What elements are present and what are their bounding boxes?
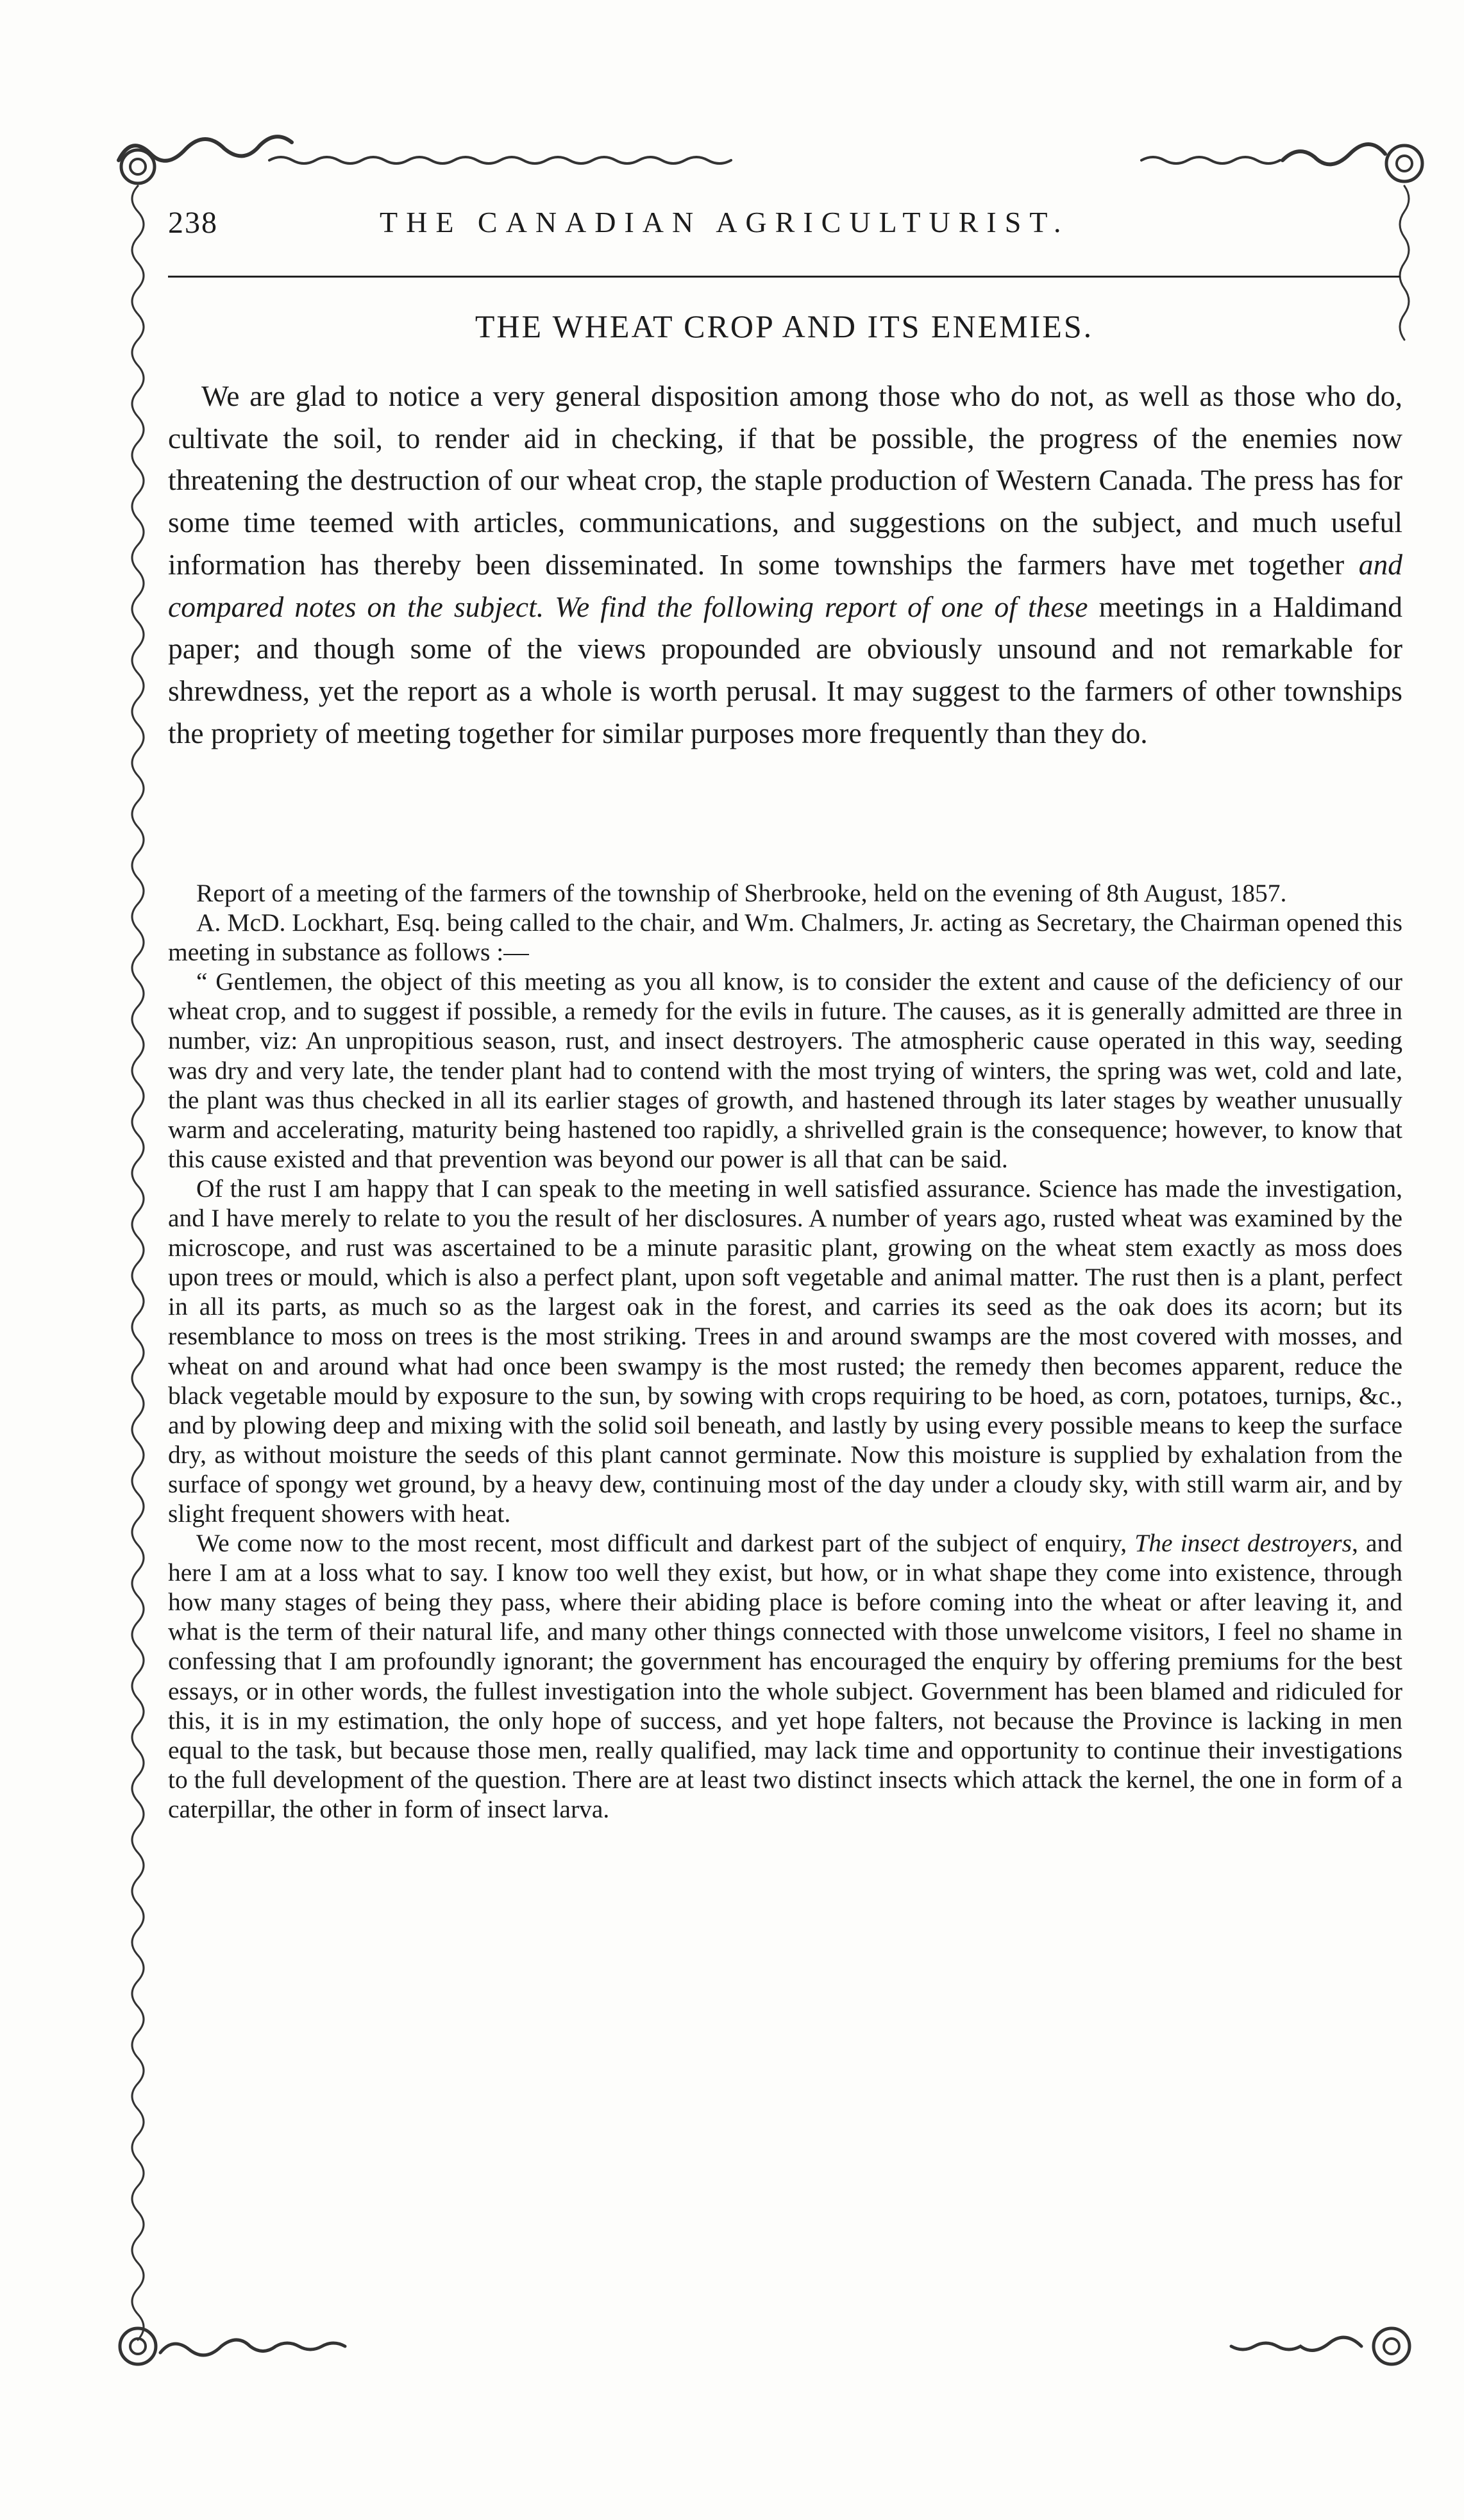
page-number: 238 bbox=[168, 206, 218, 240]
top-vine-left bbox=[269, 157, 731, 163]
corner-rosette-top-right bbox=[1386, 146, 1422, 181]
report-heading: Report of a meeting of the farmers of the township of Sherbrooke, held on the evening of 8th August, 1857. bbox=[196, 879, 1287, 907]
chair-paragraph: A. McD. Lockhart, Esq. being called to the chair, and Wm. Chalmers, Jr. acting as Secretary, the Chairman opened this meeting in substance as follows :— bbox=[168, 908, 1402, 967]
article-title: THE WHEAT CROP AND ITS ENEMIES. bbox=[475, 308, 1094, 344]
speech-paragraph-1: “ Gentlemen, the object of this meeting as you all know, is to consider the extent and cause of the deficiency of our wheat crop, and to suggest if possible, a remedy for the evils in future. The causes, as it is generally admitted are three in number, viz: An unpropitious season, rust, and insect destroyers. The atmospheric cause operated in this way, seeding was dry and very late, the tender plant had to contend with the most trying of winters, the spring was wet, cold and late, the plant was thus checked in all its earlier stages of growth, and hastened through its later stages by weather unusually warm and accelerating, maturity being hastened too rapidly, a shrivelled grain is the consequence; however, to know that this cause existed and that prevention was beyond our power is all that can be said. bbox=[168, 967, 1402, 1173]
corner-rosette-bottom-left-inner bbox=[130, 2339, 146, 2354]
corner-rosette-top-left-inner bbox=[130, 159, 146, 174]
speech-3-italic-text: The insect destroyers bbox=[1134, 1529, 1352, 1558]
corner-rosette-bottom-right-inner bbox=[1384, 2339, 1399, 2354]
intro-italic-text: and compared notes on the subject. We find the following report of one of these bbox=[168, 547, 1402, 623]
bottom-vine-right bbox=[1231, 2337, 1361, 2350]
speech-paragraph-3 bbox=[168, 1528, 1402, 1824]
intro-text-start: We are glad to notice a very general disposition among those who do not, as well as those who do, cultivate the soil, to render aid in checking, if that be possible, the progress of the enemies now threatening the destruction of our wheat crop, the staple production of Western Canada. The press has for some time teemed with articles, communications, and suggestions on the subject, and much useful information has thereby been disseminated. In some townships the farmers have met together bbox=[168, 380, 1402, 581]
report-body bbox=[168, 878, 1402, 1824]
corner-rosette-bottom-right bbox=[1374, 2328, 1409, 2364]
bottom-vine-left bbox=[160, 2340, 345, 2355]
corner-flourish-top-left bbox=[119, 137, 292, 161]
speech-3-text-start: We come now to the most recent, most difficult and darkest part of the subject of enquiry, bbox=[196, 1529, 1135, 1558]
corner-rosette-top-right-inner bbox=[1397, 156, 1412, 171]
header-rule bbox=[168, 276, 1401, 278]
corner-flourish-top-right bbox=[1283, 144, 1385, 164]
speech-paragraph-2: Of the rust I am happy that I can speak to the meeting in well satisfied assurance. Science has made the investigation, and I have merely to relate to you the result of her disclosures. A number of years ago, rusted wheat was examined by the microscope, and rust was ascertained to be a minute parasitic plant, growing on the wheat stem exactly as moss does upon trees or mould, which is also a perfect plant, upon soft vegetable and animal matter. The rust then is a plant, perfect in all its parts, as much so as the largest oak in the forest, and carries its seed as the oak does its acorn; but its resemblance to moss on trees is the most striking. Trees in and around swamps are the most covered with mosses, and wheat on and around what had once been swampy is the most rusted; the remedy then becomes apparent, reduce the black vegetable mould by exposure to the sun, by sowing with crops requiring to be hoed, as corn, potatoes, turnips, &c., and by plowing deep and mixing with the solid soil beneath, and lastly by using every possible means to keep the surface dry, as without moisture the seeds of this plant cannot germinate. Now this moisture is supplied by exhalation from the surface of spongy wet ground, by a heavy dew, continuing most of the day under a cloudy sky, with still warm air, and by slight frequent showers with heat. bbox=[168, 1174, 1402, 1528]
corner-rosette-bottom-left bbox=[120, 2328, 156, 2364]
left-vine bbox=[132, 186, 144, 2340]
intro-paragraph bbox=[168, 375, 1402, 754]
top-vine-right bbox=[1141, 157, 1280, 163]
journal-title: THE CANADIAN AGRICULTURIST. bbox=[380, 206, 1070, 238]
running-header bbox=[168, 205, 1399, 256]
corner-rosette-top-left bbox=[121, 150, 155, 183]
intro-text-end: meetings in a Haldimand paper; and though some of the views propounded are obviously unsound and not remarkable for shrewdness, yet the report as a whole is worth perusal. It may suggest to the farmers of other townships the propriety of meeting together for similar purposes more frequently than they do. bbox=[168, 590, 1403, 749]
right-vine-top bbox=[1400, 186, 1409, 340]
speech-3-text-end: , and here I am at a loss what to say. I know too well they exist, but how, or in what shape they come into existence, through how many stages of being they pass, where their abiding place is before coming into the wheat or after leaving it, and what is the term of their natural life, and many other things connected with those unwelcome visitors, I feel no shame in confessing that I am profoundly ignorant; the government has encouraged the enquiry by offering premiums for the best essays, or in other words, the fullest investigation into the whole subject. Government has been blamed and ridiculed for this, it is in my estimation, the only hope of success, and yet hope falters, not because the Province is lacking in men equal to the task, but because those men, really qualified, may lack time and opportunity to continue their investigations to the full development of the question. There are at least two distinct insects which attack the kernel, the one in form of a caterpillar, the other in form of insect larva. bbox=[168, 1529, 1402, 1823]
